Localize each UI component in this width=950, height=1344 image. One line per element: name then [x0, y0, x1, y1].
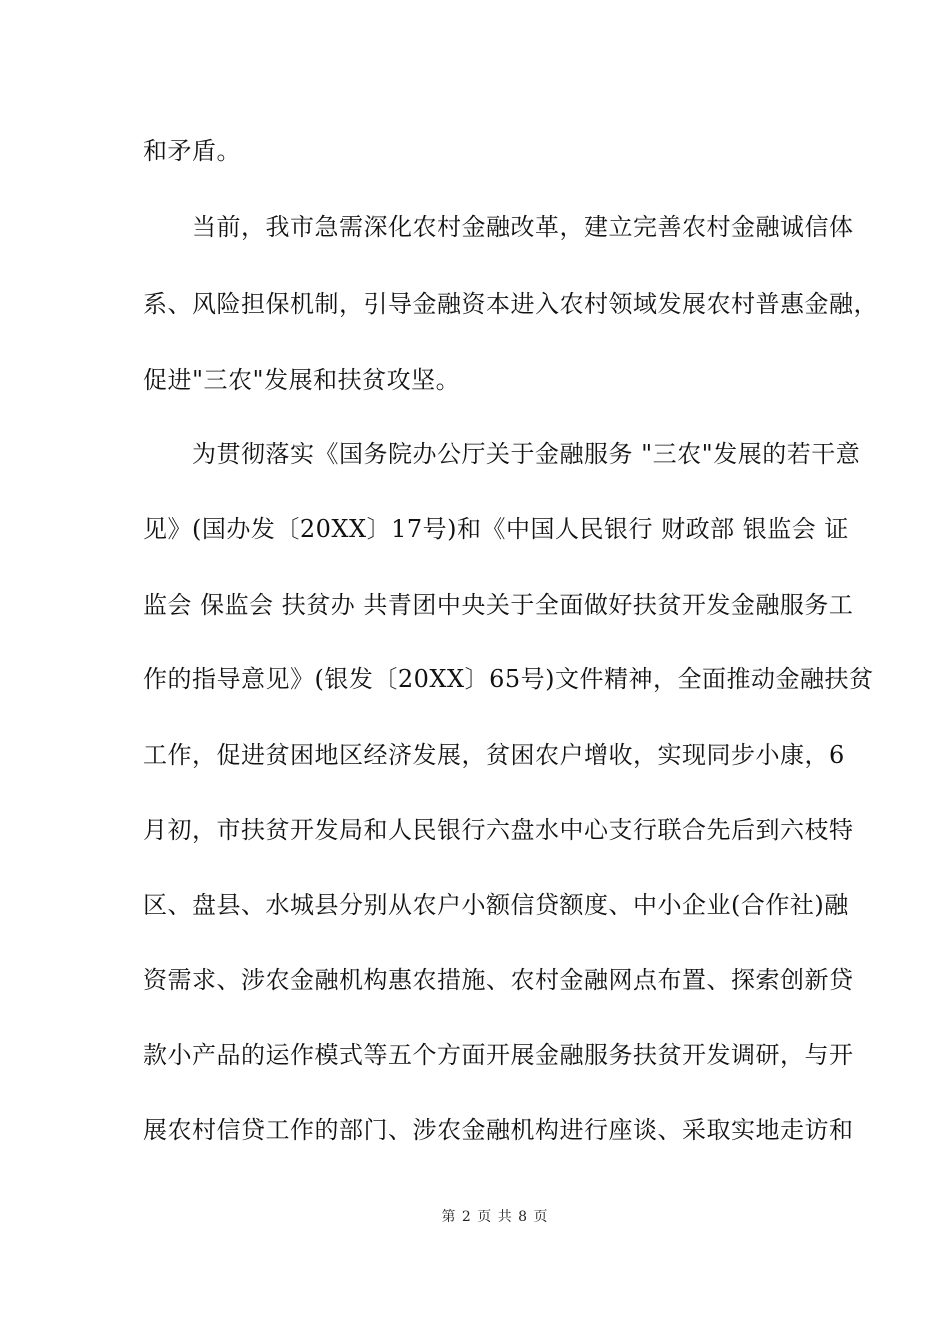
text-line: 当前，我市急需深化农村金融改革，建立完善农村金融诚信体: [143, 213, 854, 241]
text-line: 作的指导意见》(银发〔20XX〕65号)文件精神，全面推动金融扶贫: [143, 665, 874, 693]
text-line: 促进"三农"发展和扶贫攻坚。: [143, 366, 461, 394]
page-number-footer: 第 2 页 共 8 页: [441, 1209, 549, 1225]
text-line: 监会 保监会 扶贫办 共青团中央关于全面做好扶贫开发金融服务工: [143, 591, 854, 619]
text-line: 区、盘县、水城县分别从农户小额信贷额度、中小企业(合作社)融: [143, 891, 849, 919]
text-line: 系、风险担保机制，引导金融资本进入农村领域发展农村普惠金融，: [143, 290, 878, 318]
text-line: 展农村信贷工作的部门、涉农金融机构进行座谈、采取实地走访和: [143, 1116, 854, 1144]
text-line: 资需求、涉农金融机构惠农措施、农村金融网点布置、探索创新贷: [143, 966, 854, 994]
text-line: 工作，促进贫困地区经济发展，贫困农户增收，实现同步小康，6: [143, 741, 845, 769]
text-line: 和矛盾。: [143, 137, 241, 165]
text-line: 款小产品的运作模式等五个方面开展金融服务扶贫开发调研，与开: [143, 1041, 854, 1069]
text-line: 为贯彻落实《国务院办公厅关于金融服务 "三农"发展的若干意: [143, 440, 861, 468]
text-line: 月初，市扶贫开发局和人民银行六盘水中心支行联合先后到六枝特: [143, 816, 854, 844]
text-line: 见》(国办发〔20XX〕17号)和《中国人民银行 财政部 银监会 证: [143, 515, 849, 543]
